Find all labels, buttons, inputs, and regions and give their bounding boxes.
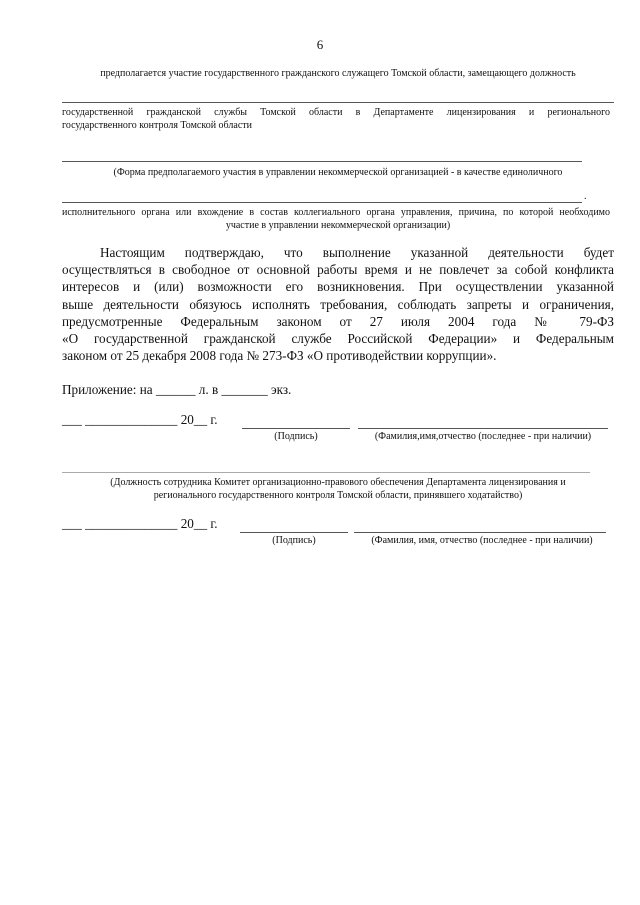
confirmation-row: интересов и (или) возможности его возникновения. При осуществлении указанной <box>62 279 614 295</box>
confirmation-row: осуществляться в свободное от основной работы время и не повлечет за собой конфликта <box>62 262 614 278</box>
form-hint-line3: участие в управлении некоммерческой организации) <box>225 220 451 231</box>
employee-hint-line2: регионального государственного контроля Томской области, принявшего ходатайство) <box>153 490 523 501</box>
confirmation-row: «О государственной гражданской службе Российской Федерации» и Федеральным <box>62 331 614 347</box>
signature2-name-caption: (Фамилия, имя, отчество (последнее - при наличии) <box>371 535 593 546</box>
position-line <box>62 102 614 103</box>
signature2-sign-caption: (Подпись) <box>272 535 316 546</box>
signature1-sign-line <box>242 428 350 429</box>
confirmation-row: законом от 25 декабря 2008 года № 273-ФЗ «О противодействии коррупции». <box>62 348 497 364</box>
signature1-name-line <box>358 428 608 429</box>
intro-text: предполагается участие государственного гражданского служащего Томской области, замещающего должность <box>100 68 576 79</box>
position-line1: государственной гражданской службы Томской области в Департаменте лицензирования и регионального <box>62 107 610 118</box>
confirmation-paragraph <box>62 244 614 364</box>
signature1-sign-caption: (Подпись) <box>274 431 318 442</box>
form-line-2 <box>62 202 582 203</box>
page-number: 6 <box>316 37 324 52</box>
confirmation-row: предусмотренные Федеральным законом от 27 июля 2004 года № 79-ФЗ <box>62 313 614 329</box>
form-line-1 <box>62 161 582 162</box>
form-trailing-dot: . <box>584 191 587 202</box>
attachment-line: Приложение: на ______ л. в _______ экз. <box>62 382 292 397</box>
confirmation-row: выше деятельности обязуюсь исполнять требования, соблюдать запреты и ограничения, <box>62 296 614 312</box>
form-hint-line1: (Форма предполагаемого участия в управлении некоммерческой организацией - в качестве единоличного <box>113 167 563 178</box>
confirmation-row: Настоящим подтверждаю, что выполнение указанной деятельности будет <box>100 245 614 260</box>
signature2-sign-line <box>240 532 348 533</box>
signature1-name-caption: (Фамилия,имя,отчество (последнее - при наличии) <box>374 431 592 442</box>
employee-hint-line1: (Должность сотрудника Комитет организационно-правового обеспечения Департамента лицензирования и <box>110 477 566 488</box>
signature2-name-line <box>354 532 606 533</box>
employee-line <box>62 472 590 473</box>
signature1-date: ___ ______________ 20__ г. <box>62 412 218 427</box>
position-line2: государственного контроля Томской области <box>62 120 252 131</box>
form-hint-line2: исполнительного органа или вхождение в состав коллегиального органа управления, причина, по которой необходимо <box>62 207 610 218</box>
signature2-date: ___ ______________ 20__ г. <box>62 516 218 531</box>
